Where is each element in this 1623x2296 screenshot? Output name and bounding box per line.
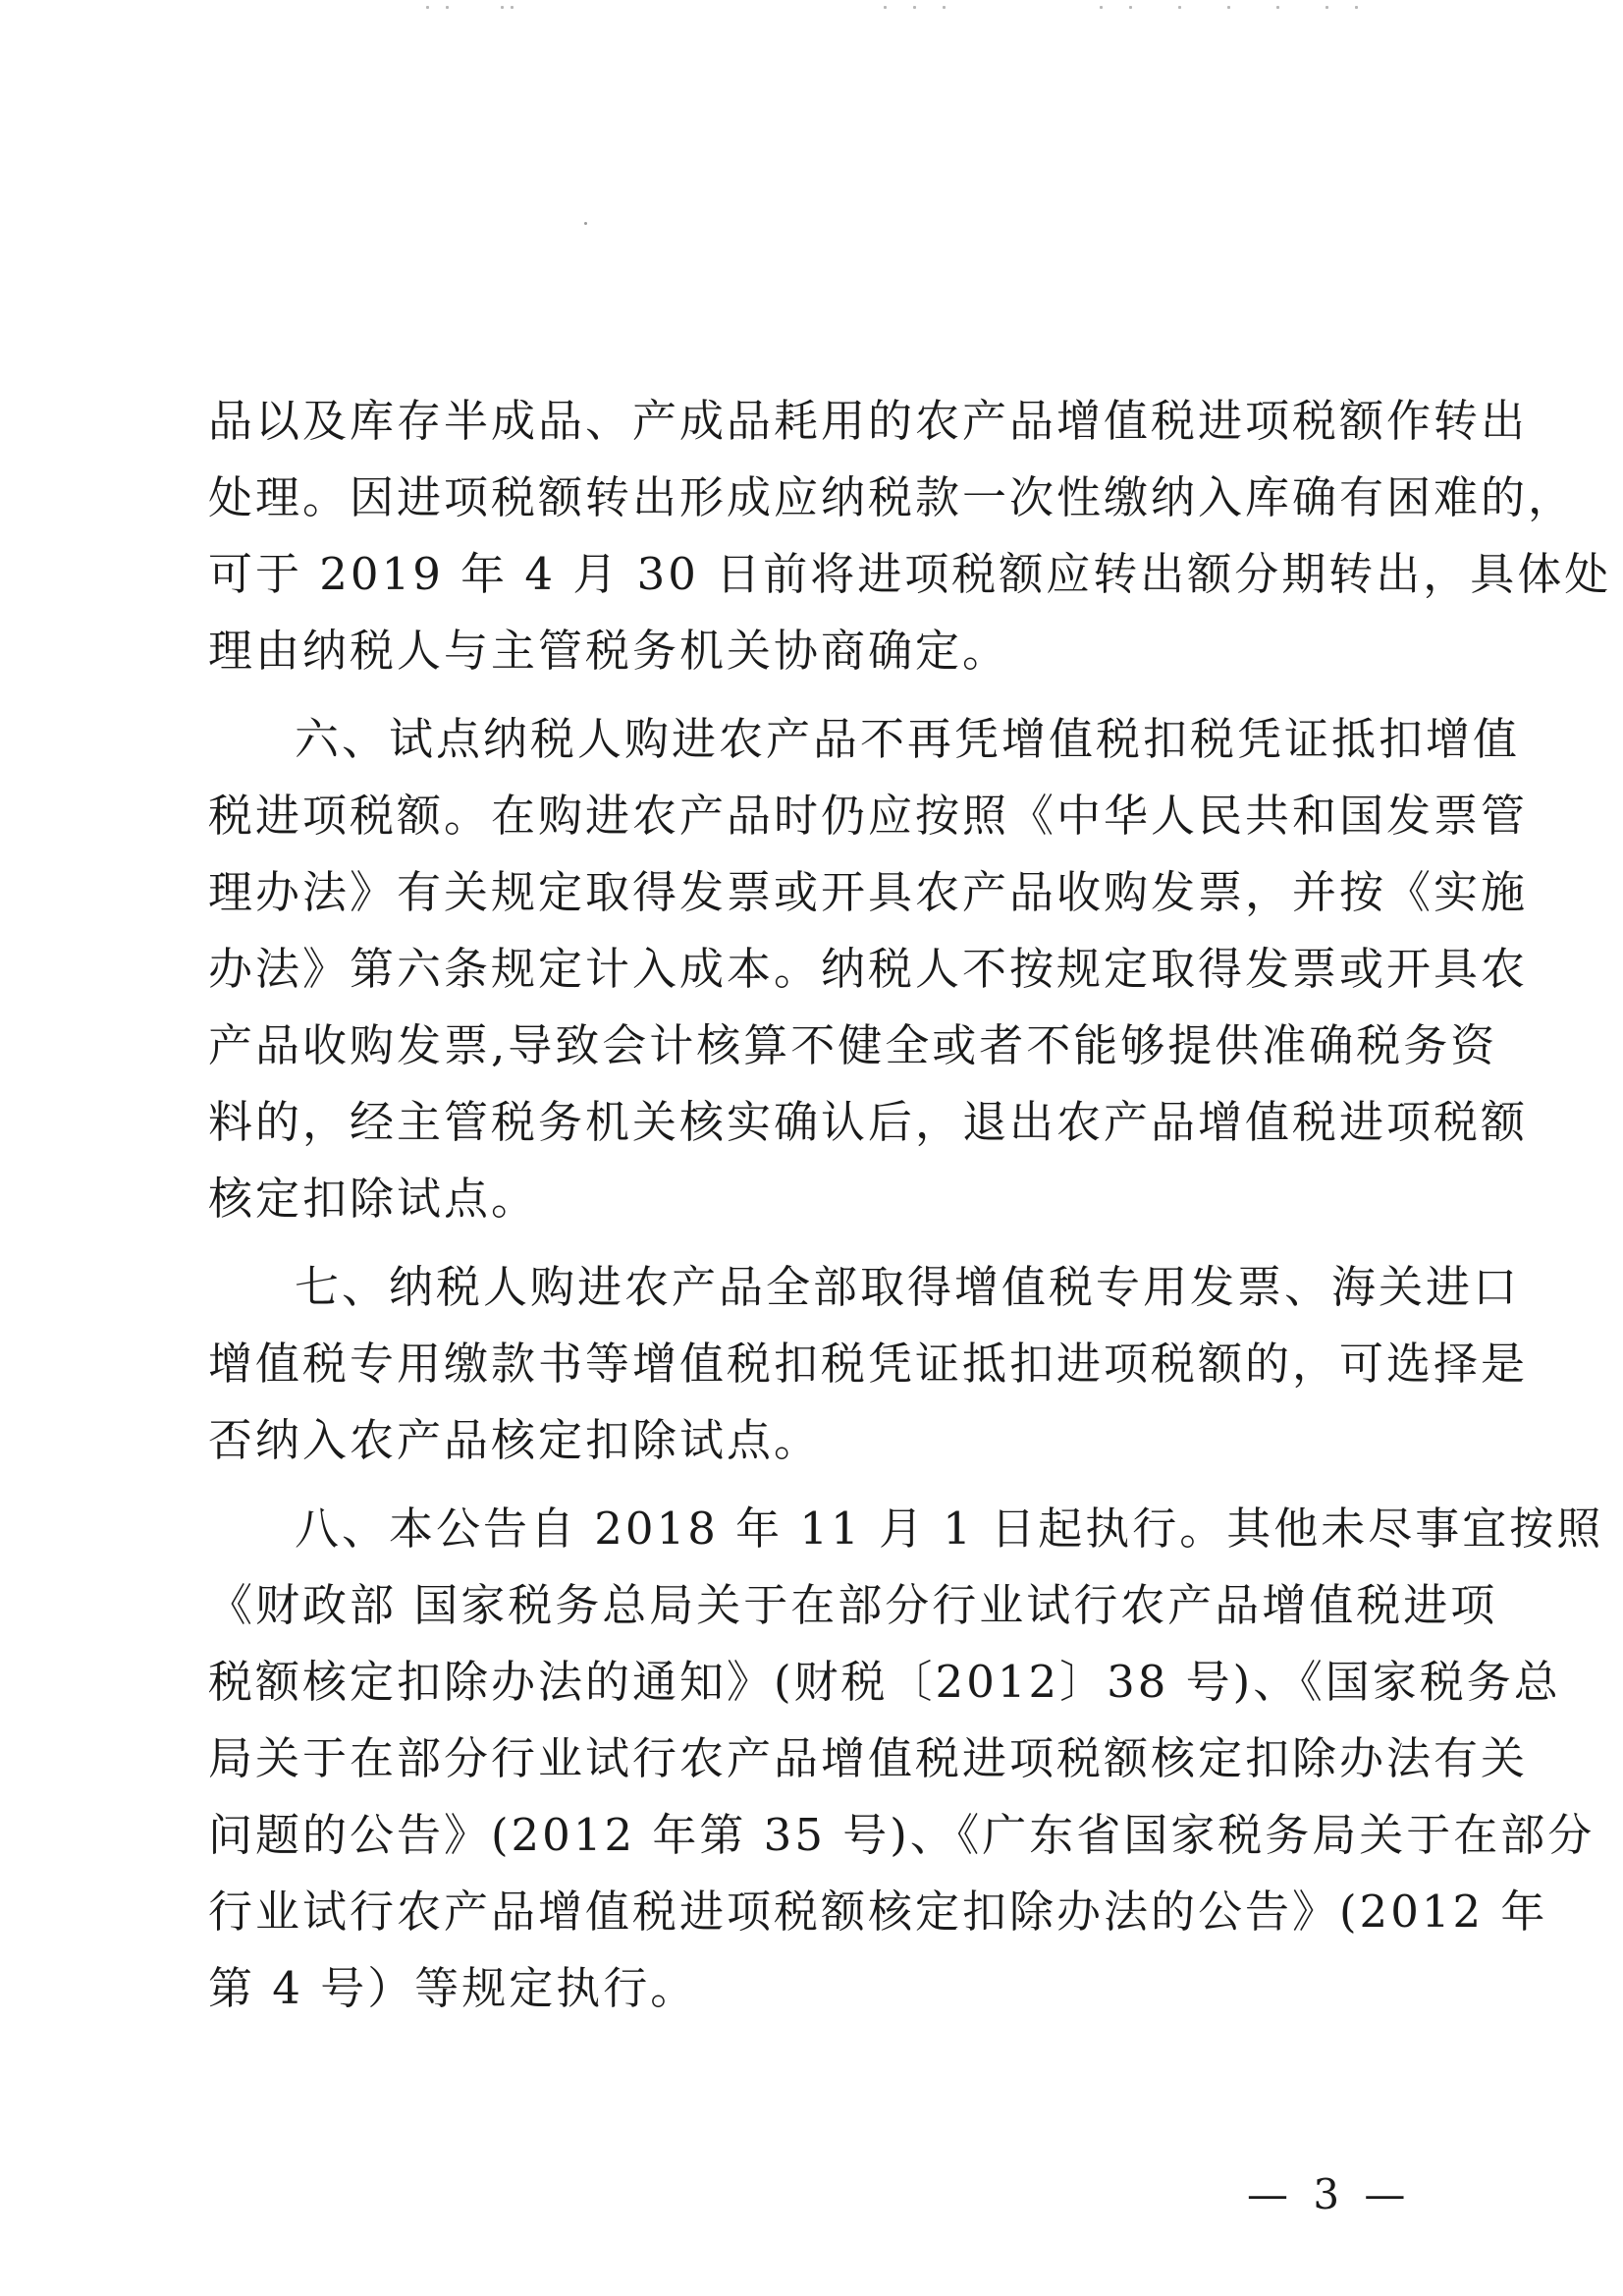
text-line: 核定扣除试点。 bbox=[208, 1173, 539, 1225]
paragraph bbox=[208, 383, 1612, 689]
text-line: 第 4 号）等规定执行。 bbox=[208, 1962, 698, 2014]
text-line: 税进项税额。在购进农产品时仍应按照《中华人民共和国发票管 bbox=[208, 790, 1529, 842]
paragraph bbox=[208, 701, 1529, 1237]
text-line: 增值税专用缴款书等增值税扣税凭证抵扣进项税额的，可选择是 bbox=[208, 1338, 1529, 1390]
text-line: 产品收购发票,导致会计核算不健全或者不能够提供准确税务资 bbox=[208, 1019, 1498, 1071]
text-line: 否纳入农产品核定扣除试点。 bbox=[208, 1414, 822, 1466]
text-line: 处理。因进项税额转出形成应纳税款一次性缴纳入库确有困难的， bbox=[208, 471, 1576, 523]
text-line: 办法》第六条规定计入成本。纳税人不按规定取得发票或开具农 bbox=[208, 943, 1529, 995]
scan-artifact-dot bbox=[584, 222, 587, 225]
page-number: — 3 — bbox=[1247, 2170, 1412, 2218]
text-line: 税额核定扣除办法的通知》(财税〔2012〕38 号)、《国家税务总 bbox=[208, 1656, 1561, 1708]
text-line: 理由纳税人与主管税务机关协商确定。 bbox=[208, 625, 1010, 677]
text-line: 问题的公告》(2012 年第 35 号)、《广东省国家税务局关于在部分 bbox=[208, 1809, 1596, 1861]
text-line: 局关于在部分行业试行农产品增值税进项税额核定扣除办法有关 bbox=[208, 1732, 1529, 1784]
text-line: 《财政部 国家税务总局关于在部分行业试行农产品增值税进项 bbox=[208, 1579, 1498, 1631]
document-body bbox=[208, 383, 1612, 2027]
text-line: 七、纳税人购进农产品全部取得增值税专用发票、海关进口 bbox=[295, 1261, 1521, 1313]
text-line: 行业试行农产品增值税进项税额核定扣除办法的公告》(2012 年 bbox=[208, 1886, 1548, 1938]
text-line: 品以及库存半成品、产成品耗用的农产品增值税进项税额作转出 bbox=[208, 395, 1529, 447]
text-line: 八、本公告自 2018 年 11 月 1 日起执行。其他未尽事宜按照 bbox=[295, 1503, 1604, 1555]
text-line: 料的，经主管税务机关核实确认后，退出农产品增值税进项税额 bbox=[208, 1096, 1529, 1148]
paragraph bbox=[208, 1491, 1604, 2027]
scan-artifact-top bbox=[412, 6, 1394, 16]
text-line: 可于 2019 年 4 月 30 日前将进项税额应转出额分期转出，具体处 bbox=[208, 548, 1612, 600]
paragraph bbox=[208, 1249, 1529, 1479]
text-line: 理办法》有关规定取得发票或开具农产品收购发票，并按《实施 bbox=[208, 866, 1529, 918]
text-line: 六、试点纳税人购进农产品不再凭增值税扣税凭证抵扣增值 bbox=[295, 713, 1521, 765]
